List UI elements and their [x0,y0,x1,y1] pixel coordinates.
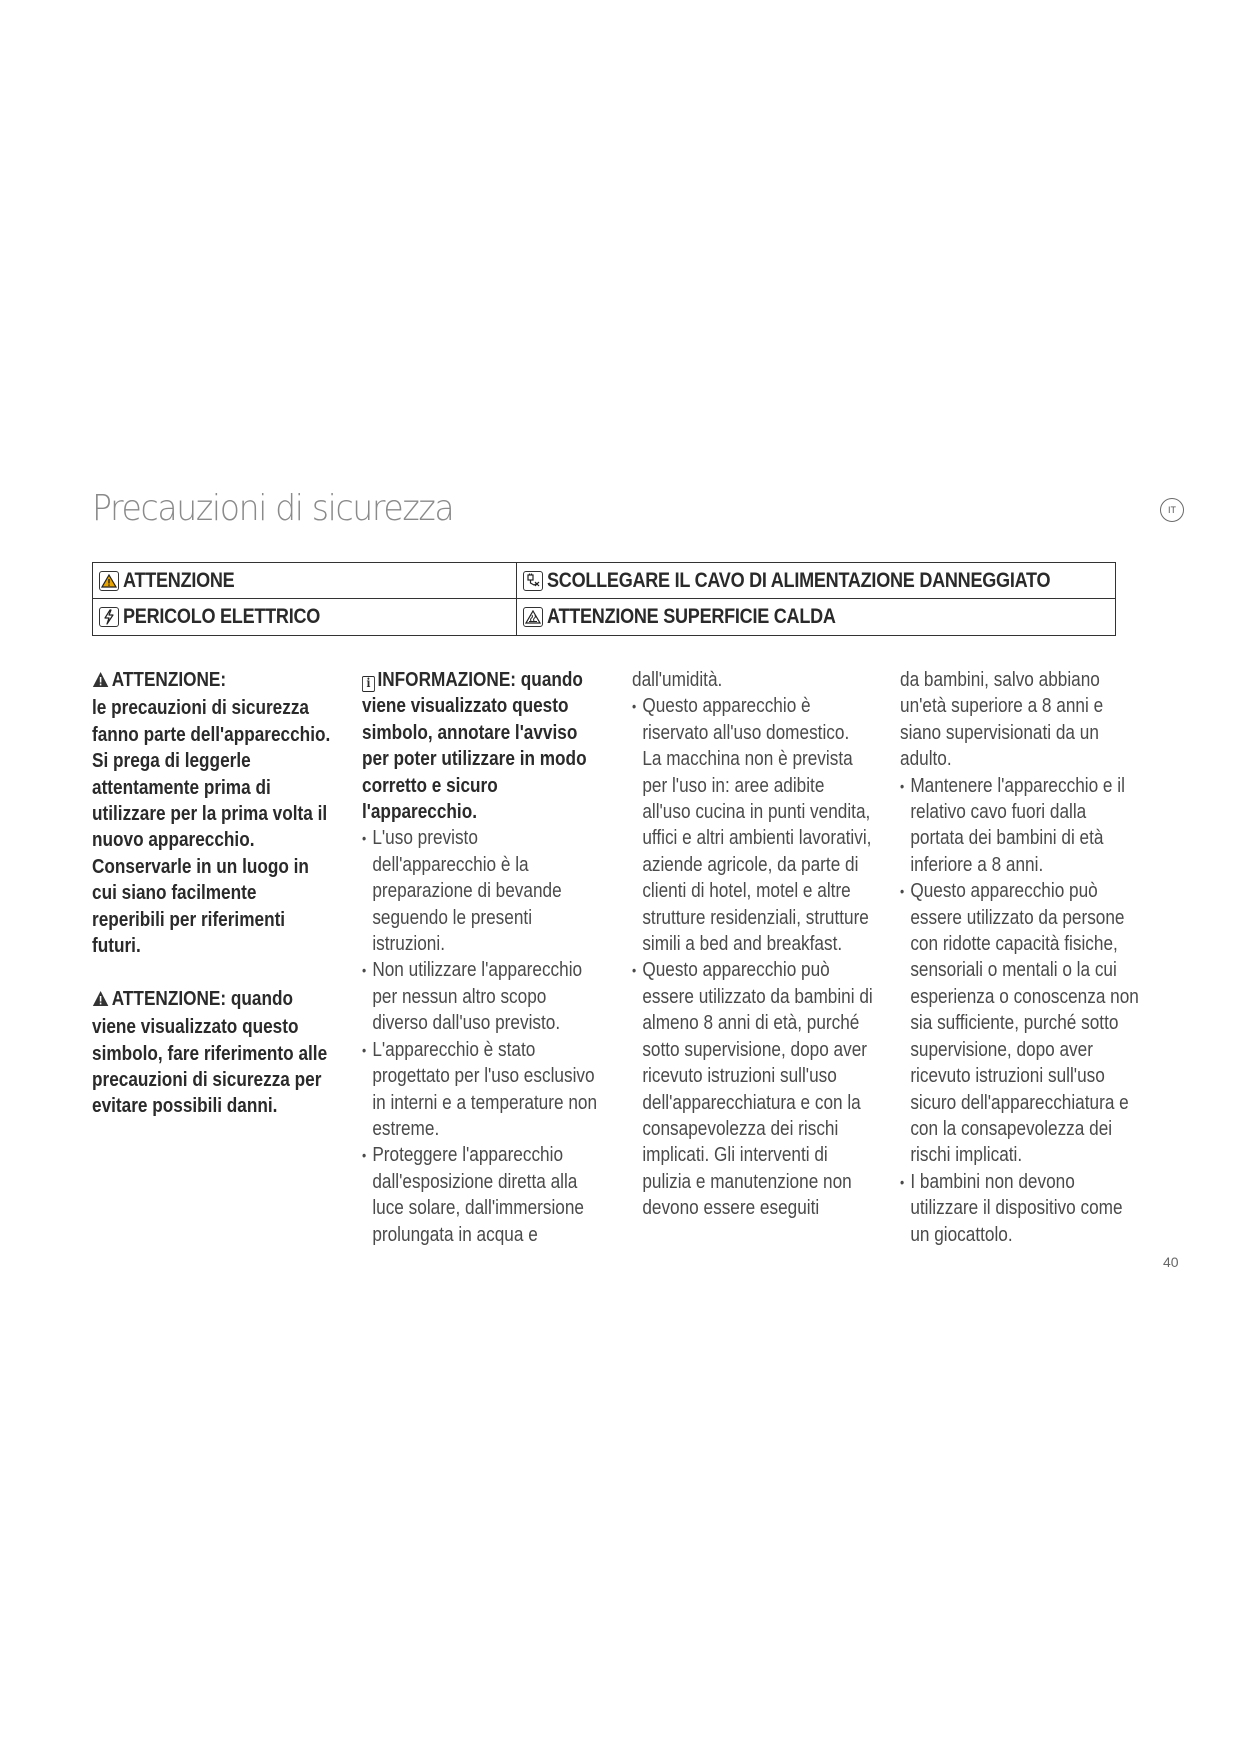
continuation-text: dall'umidità. [632,669,723,691]
bullet-item: • Questo apparecchio può essere utilizzato da persone con ridotte capacità fisiche, sensoriali o mentali o la cui esperienza o conoscenza non sia sufficiente, purché sotto supervisione, dopo aver ricevuto istruzioni sull'uso sicuro dell'apparecchiatura e con la consapevolezza dei rischi implicati. [900,878,1141,1168]
info-icon: i [362,676,375,692]
symbol-legend-table [92,562,1116,636]
bullet-list [900,773,1141,1248]
column-1 [92,667,332,1120]
bullet-item: • L'apparecchio è stato progettato per l'uso esclusivo in interni e a temperature non estreme. [362,1037,603,1143]
bullet-item: • Mantenere l'apparecchio e il relativo cavo fuori dalla portata dei bambini di età inferiore a 8 anni. [900,773,1141,879]
legend-label: ATTENZIONE SUPERFICIE CALDA [547,605,836,628]
language-badge: IT [1160,498,1184,522]
warning-paragraph [92,667,333,959]
bullet-item: • Proteggere l'apparecchio dall'esposizione diretta alla luce solare, dall'immersione prolungata in acqua e [362,1142,603,1248]
info-paragraph [362,667,603,825]
continuation-text: da bambini, salvo abbiano un'età superiore a 8 anni e siano supervisionati da un adulto. [900,669,1104,771]
warning-heading: ATTENZIONE: [111,669,227,691]
warning-heading: ATTENZIONE: [111,987,227,1010]
hot-surface-icon [523,607,543,627]
legend-attenzione [93,563,517,599]
legend-pericolo-elettrico [93,599,517,635]
legend-label: PERICOLO ELETTRICO [123,605,321,628]
warning-text: le precauzioni di sicurezza fanno parte dell'apparecchio. Si prega di leggerle attentamente prima di utilizzare per la prima volta il nuovo apparecchio. Conservarle in un luogo in cui siano facilmente reperibili per riferimenti futuri. [92,697,331,958]
bullet-list [362,825,603,1248]
bullet-item: • I bambini non devono utilizzare il dispositivo come un giocattolo. [900,1169,1141,1248]
warning-paragraph [92,986,333,1120]
bullet-item: • L'uso previsto dell'apparecchio è la preparazione di bevande seguendo le presenti istruzioni. [362,825,603,957]
bullet-item: • Questo apparecchio è riservato all'uso domestico. La macchina non è prevista per l'uso in: aree adibite all'uso cucina in punti vendita, uffici e altri ambienti lavorativi, aziende agricole, da parte di clienti di hotel, motel e altre strutture residenziali, strutture simili a bed and breakfast. [632,693,873,957]
bullet-list [632,693,873,1221]
legend-label: ATTENZIONE [123,568,235,592]
bullet-item: • Non utilizzare l'apparecchio per nessun altro scopo diverso dall'uso previsto. [362,957,603,1036]
legend-scollegare [517,563,1115,599]
info-text: quando viene visualizzato questo simbolo, annotare l'avviso per poter utilizzare in modo corretto e sicuro l'apparecchio. [362,669,587,824]
warning-text: quando viene visualizzato questo simbolo, fare riferimento alle precauzioni di sicurezza per evitare possibili danni. [92,987,328,1118]
column-2 [362,667,602,1248]
unplug-cable-icon [523,571,543,591]
legend-label: SCOLLEGARE IL CAVO DI ALIMENTAZIONE DANNEGGIATO [547,568,1051,592]
warning-triangle-icon [92,988,109,1014]
warning-triangle-icon [99,571,119,591]
warning-triangle-icon [92,669,109,695]
legend-superficie-calda [517,599,1115,635]
column-3 [632,667,872,1222]
lightning-icon [99,607,119,627]
bullet-item: • Questo apparecchio può essere utilizzato da bambini di almeno 8 anni di età, purché sotto supervisione, dopo aver ricevuto istruzioni sull'uso dell'apparecchiatura e con la consapevolezza dei rischi implicati. Gli interventi di pulizia e manutenzione non devono essere eseguiti [632,957,873,1221]
info-heading: INFORMAZIONE: [377,669,517,691]
page-number: 40 [1163,1254,1179,1270]
page-title: Precauzioni di sicurezza [92,488,454,529]
column-4 [900,667,1140,1248]
